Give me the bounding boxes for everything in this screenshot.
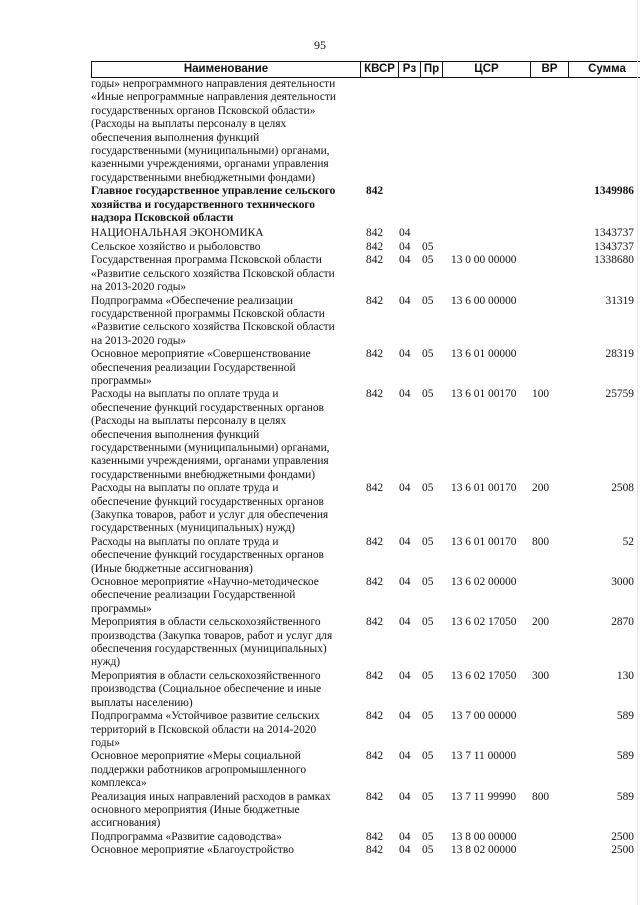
row-pr: 05 — [422, 844, 434, 857]
row-rz: 04 — [399, 348, 411, 361]
row-csr: 13 7 00 00000 — [451, 710, 517, 723]
row-kvsr: 842 — [366, 669, 384, 682]
row-sum: 2508 — [611, 482, 634, 495]
row-sum: 31319 — [605, 294, 634, 307]
row-pr: 05 — [422, 240, 434, 253]
row-kvsr: 842 — [366, 616, 384, 629]
table-body — [91, 78, 640, 858]
row-rz: 04 — [399, 227, 411, 240]
row-rz: 04 — [399, 790, 411, 803]
table-row — [91, 185, 640, 225]
row-name: Государственная программа Псковской области «Развитие сельского хозяйства Псковской области на 2013-2020 годы» — [91, 254, 335, 294]
row-csr: 13 6 01 00170 — [451, 388, 517, 401]
row-name: Главное государственное управление сельского хозяйства и государственного технического надзора Псковской области — [91, 185, 336, 225]
row-csr: 13 6 00 00000 — [451, 294, 517, 307]
row-kvsr: 842 — [366, 750, 384, 763]
row-sum: 130 — [616, 669, 634, 682]
header-sum: Сумма — [569, 62, 640, 77]
row-csr: 13 6 02 17050 — [451, 616, 517, 629]
row-name: Основное мероприятие «Совершенствование обеспечения реализации Государственной программы» — [91, 348, 311, 387]
row-pr: 05 — [422, 830, 434, 843]
header-name: Наименование — [92, 62, 361, 77]
row-name: Мероприятия в области сельскохозяйственного производства (Социальное обеспечение и иные выплаты населению) — [91, 669, 322, 709]
row-csr: 13 6 02 00000 — [451, 576, 517, 589]
table-row — [91, 295, 640, 349]
row-pr: 05 — [422, 388, 434, 401]
table-header — [91, 61, 640, 78]
row-kvsr: 842 — [366, 482, 384, 495]
table-row — [91, 241, 640, 254]
row-sum: 1338680 — [594, 254, 634, 267]
row-pr: 05 — [422, 294, 434, 307]
row-rz: 04 — [399, 710, 411, 723]
row-rz: 04 — [399, 388, 411, 401]
table-row — [91, 482, 640, 536]
table-row — [91, 750, 640, 790]
row-rz: 04 — [399, 294, 411, 307]
table-row — [91, 844, 640, 857]
row-pr: 05 — [422, 254, 434, 267]
row-kvsr: 842 — [366, 388, 384, 401]
table-row — [91, 348, 640, 388]
row-vr: 300 — [532, 669, 550, 682]
table-row — [91, 710, 640, 750]
row-pr: 05 — [422, 616, 434, 629]
row-kvsr: 842 — [366, 576, 384, 589]
row-kvsr: 842 — [366, 710, 384, 723]
header-vr: ВР — [531, 62, 569, 77]
row-csr: 13 6 01 00170 — [451, 482, 517, 495]
row-sum: 3000 — [611, 576, 634, 589]
row-kvsr: 842 — [366, 535, 384, 548]
table-row — [91, 616, 640, 670]
row-csr: 13 6 01 00000 — [451, 348, 517, 361]
row-name: Реализация иных направлений расходов в рамках основного мероприятия (Иные бюджетные ассигнования) — [91, 790, 331, 830]
row-sum: 28319 — [605, 348, 634, 361]
table-row — [91, 536, 640, 576]
row-vr: 100 — [532, 388, 550, 401]
row-rz: 04 — [399, 254, 411, 267]
header-csr: ЦСР — [443, 62, 531, 77]
row-vr: 200 — [532, 616, 550, 629]
row-sum: 589 — [616, 790, 634, 803]
table-row — [91, 576, 640, 616]
row-csr: 13 8 00 00000 — [451, 830, 517, 843]
row-csr: 13 0 00 00000 — [451, 254, 517, 267]
row-rz: 04 — [399, 830, 411, 843]
row-vr: 200 — [532, 482, 550, 495]
row-sum: 2500 — [611, 844, 634, 857]
row-kvsr: 842 — [366, 240, 384, 253]
row-pr: 05 — [422, 576, 434, 589]
row-csr: 13 7 11 00000 — [451, 750, 517, 763]
row-rz: 04 — [399, 616, 411, 629]
row-name: Основное мероприятие «Благоустройство — [91, 844, 294, 857]
row-csr: 13 7 11 99990 — [451, 790, 517, 803]
row-name: Подпрограмма «Обеспечение реализации государственной программы Псковской области «Развитие сельского хозяйства Псковской области на 2013-2020 годы» — [91, 294, 335, 347]
row-name: Подпрограмма «Развитие садоводства» — [91, 830, 282, 843]
table-row — [91, 254, 640, 294]
table-row — [91, 78, 640, 185]
row-rz: 04 — [399, 750, 411, 763]
row-pr: 05 — [422, 348, 434, 361]
row-sum: 589 — [616, 750, 634, 763]
row-csr: 13 8 02 00000 — [451, 844, 517, 857]
row-pr: 05 — [422, 710, 434, 723]
row-name: Основное мероприятие «Меры социальной поддержки работников агропромышленного комплекса» — [91, 750, 307, 790]
row-name: Расходы на выплаты по оплате труда и обеспечение функций государственных органов (Расходы на выплаты персоналу в целях обеспечения выполнения функций государственными (муниципальными) органами, казенными учреждениями, органами управления государственными внебюджетными фондами) — [91, 388, 330, 481]
row-kvsr: 842 — [366, 294, 384, 307]
row-sum: 589 — [616, 710, 634, 723]
table-row — [91, 831, 640, 844]
row-rz: 04 — [399, 482, 411, 495]
row-rz: 04 — [399, 240, 411, 253]
budget-table — [91, 61, 640, 858]
row-pr: 05 — [422, 669, 434, 682]
header-pr: Пр — [421, 62, 443, 77]
row-sum: 1343737 — [594, 227, 634, 240]
row-pr: 05 — [422, 482, 434, 495]
header-rz: Рз — [399, 62, 421, 77]
row-kvsr: 842 — [366, 227, 384, 240]
row-sum: 1343737 — [594, 240, 634, 253]
row-rz: 04 — [399, 535, 411, 548]
row-name: НАЦИОНАЛЬНАЯ ЭКОНОМИКА — [91, 227, 264, 240]
row-sum: 52 — [622, 535, 634, 548]
row-pr: 05 — [422, 790, 434, 803]
row-kvsr: 842 — [366, 844, 384, 857]
row-name: годы» непрограммного направления деятельности «Иные непрограммные направления деятельности государственных органов Псковской области» (Расходы на выплаты персоналу в целях обеспечения выполнения функций государственными (муниципальными) органами, казенными учреждениями, органами управления государственными внебюджетными фондами) — [91, 78, 337, 184]
scan-edge-line — [637, 0, 638, 905]
row-pr: 05 — [422, 535, 434, 548]
row-sum: 2500 — [611, 830, 634, 843]
page-number: 95 — [314, 38, 326, 52]
row-pr: 05 — [422, 750, 434, 763]
row-vr: 800 — [532, 535, 550, 548]
row-rz: 04 — [399, 576, 411, 589]
row-kvsr: 842 — [366, 790, 384, 803]
row-sum: 1349986 — [594, 185, 634, 198]
row-csr: 13 6 01 00170 — [451, 535, 517, 548]
row-name: Расходы на выплаты по оплате труда и обеспечение функций государственных органов (Иные бюджетные ассигнования) — [91, 535, 324, 575]
row-rz: 04 — [399, 669, 411, 682]
row-name: Сельское хозяйство и рыболовство — [91, 240, 261, 253]
row-kvsr: 842 — [366, 185, 384, 198]
row-vr: 800 — [532, 790, 550, 803]
row-csr: 13 6 02 17050 — [451, 669, 517, 682]
row-name: Мероприятия в области сельскохозяйственного производства (Закупка товаров, работ и услуг для обеспечения государственных (муниципальных) нужд) — [91, 616, 333, 669]
row-sum: 2870 — [611, 616, 634, 629]
row-sum: 25759 — [605, 388, 634, 401]
row-name: Подпрограмма «Устойчивое развитие сельских территорий в Псковской области на 2014-2020 годы» — [91, 710, 320, 749]
row-kvsr: 842 — [366, 830, 384, 843]
table-row — [91, 388, 640, 482]
row-kvsr: 842 — [366, 348, 384, 361]
row-kvsr: 842 — [366, 254, 384, 267]
row-rz: 04 — [399, 844, 411, 857]
header-kvsr: КВСР — [361, 62, 399, 77]
row-name: Расходы на выплаты по оплате труда и обеспечение функций государственных органов (Закупка товаров, работ и услуг для обеспечения государственных (муниципальных) нужд) — [91, 482, 329, 535]
table-row — [91, 227, 640, 240]
table-row — [91, 791, 640, 831]
row-name: Основное мероприятие «Научно-методическое обеспечение реализации Государственной программы» — [91, 576, 319, 615]
table-row — [91, 670, 640, 710]
